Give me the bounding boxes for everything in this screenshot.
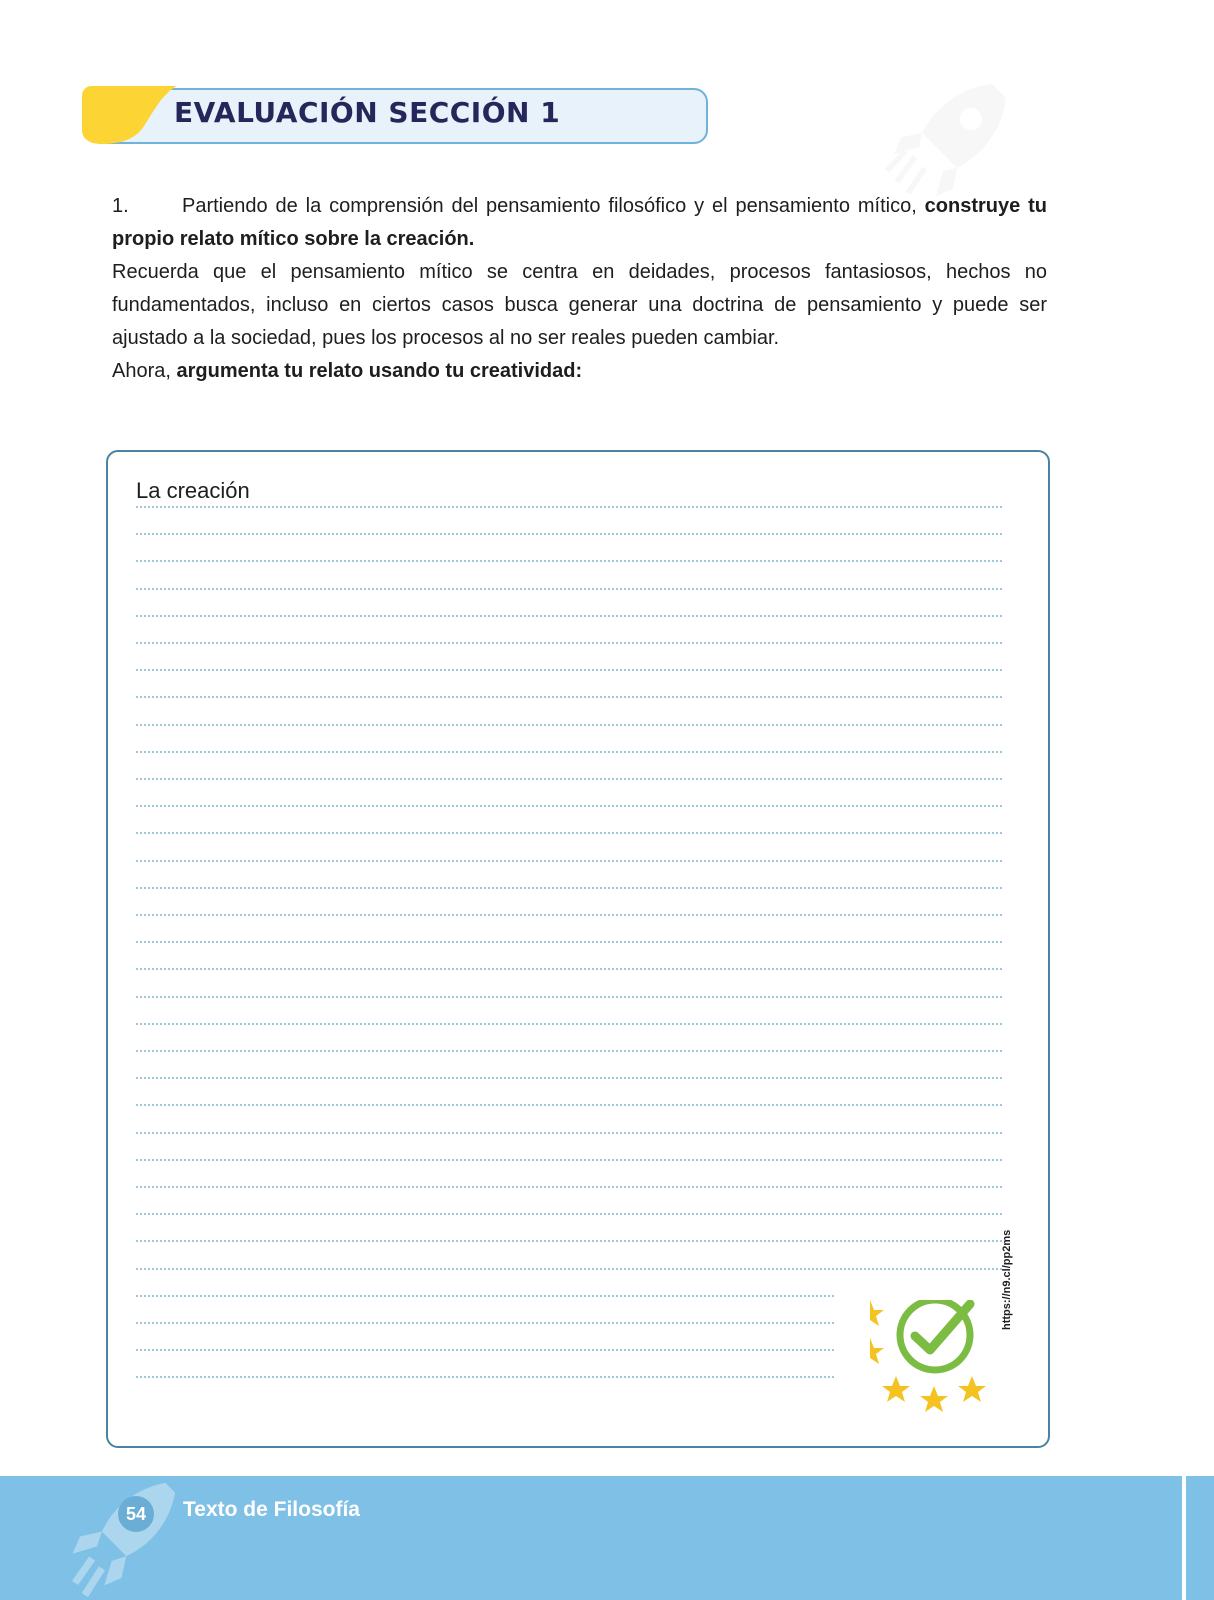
- answer-line[interactable]: [136, 832, 1002, 834]
- question-closing: [112, 355, 1047, 388]
- answer-line[interactable]: [136, 941, 1002, 943]
- answer-line[interactable]: [136, 1322, 834, 1324]
- answer-line[interactable]: [136, 805, 1002, 807]
- footer-title: Texto de Filosofía: [183, 1498, 360, 1521]
- answer-line[interactable]: [136, 751, 1002, 753]
- question-block: [112, 190, 1047, 388]
- rocket-watermark-icon: [880, 70, 1020, 210]
- rocket-icon: [54, 1478, 184, 1600]
- answer-line[interactable]: [136, 914, 1002, 916]
- answer-line[interactable]: [136, 1240, 1002, 1242]
- answer-line[interactable]: [136, 1104, 1002, 1106]
- question-intro-bold: construye tu propio relato mítico sobre la creación.: [112, 195, 1048, 250]
- answer-line[interactable]: [136, 560, 1002, 562]
- section-header: [82, 86, 714, 148]
- answer-line[interactable]: [136, 669, 1002, 671]
- answer-line[interactable]: [136, 1268, 1002, 1270]
- closing-text: Ahora,: [112, 360, 177, 382]
- question-paragraph: Recuerda que el pensamiento mítico se centra en deidades, procesos fantasiosos, hechos no fundamentados, incluso en ciertos casos busca generar una doctrina de pensamiento y puede ser ajustado a la sociedad, pues los procesos al no ser reales pueden cambiar.: [112, 261, 1047, 349]
- answer-box[interactable]: [106, 450, 1050, 1448]
- answer-line[interactable]: [136, 1023, 1002, 1025]
- question-number: 1.: [112, 195, 129, 217]
- answer-line[interactable]: [136, 1295, 834, 1297]
- closing-bold: argumenta tu relato usando tu creatividad:: [176, 360, 583, 382]
- answer-line[interactable]: [136, 1186, 1002, 1188]
- answer-line[interactable]: [136, 778, 1002, 780]
- answer-line[interactable]: [136, 1376, 834, 1378]
- answer-line[interactable]: [136, 1132, 1002, 1134]
- answer-line[interactable]: [136, 1077, 1002, 1079]
- answer-line[interactable]: [136, 642, 1002, 644]
- footer-divider: [1182, 1476, 1186, 1600]
- badge-url: https://n9.cl/pp2ms: [1001, 1229, 1013, 1330]
- question-intro: Partiendo de la comprensión del pensamiento filosófico y el pensamiento mítico,: [182, 195, 925, 217]
- answer-line[interactable]: [136, 506, 1002, 508]
- question-1: [112, 190, 1047, 256]
- page-title: EVALUACIÓN SECCIÓN 1: [174, 96, 561, 129]
- answer-line[interactable]: [136, 887, 1002, 889]
- answer-line[interactable]: [136, 696, 1002, 698]
- answer-line[interactable]: [136, 615, 1002, 617]
- answer-line[interactable]: [136, 860, 1002, 862]
- answer-line[interactable]: [136, 1050, 1002, 1052]
- answer-line[interactable]: [136, 533, 1002, 535]
- page-number: 54: [118, 1496, 154, 1532]
- answer-line[interactable]: [136, 996, 1002, 998]
- page-footer: [0, 1476, 1214, 1600]
- answer-line[interactable]: [136, 588, 1002, 590]
- answer-line[interactable]: [136, 1159, 1002, 1161]
- answer-line[interactable]: [136, 1213, 1002, 1215]
- answer-box-title: La creación: [136, 478, 250, 503]
- answer-line[interactable]: [136, 968, 1002, 970]
- answer-line[interactable]: [136, 1349, 834, 1351]
- answer-line[interactable]: [136, 724, 1002, 726]
